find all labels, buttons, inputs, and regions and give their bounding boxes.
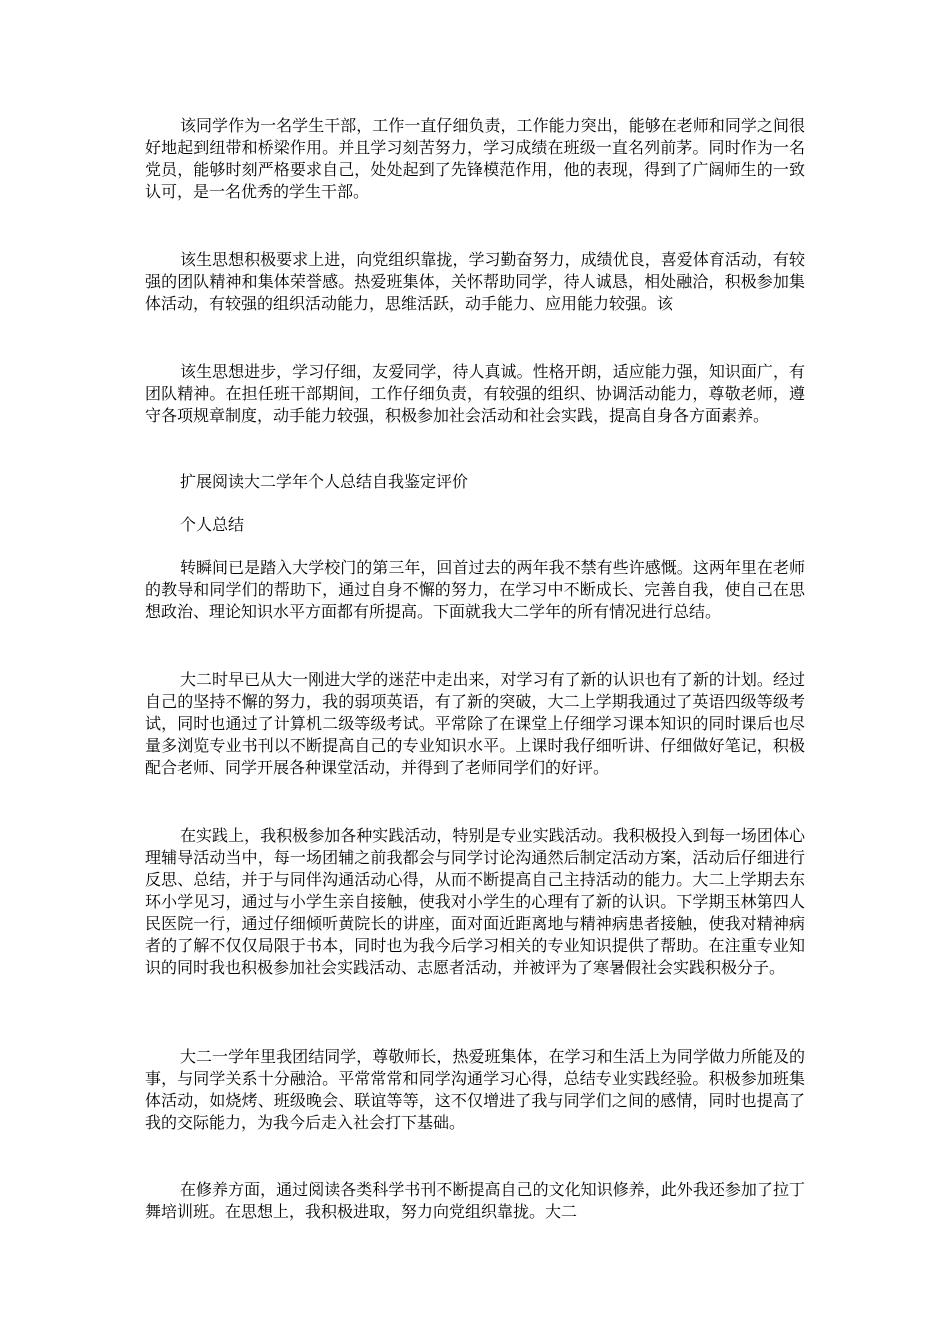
paragraph-evaluation-3: 该生思想进步，学习仔细，友爱同学，待人真诚。性格开朗，适应能力强，知识面广，有团队精神。在担任班干部期间，工作仔细负责，有较强的组织、协调活动能力，尊敬老师，遵守各项规章制度，动手能力较强，积极参加社会活动和社会实践，提高自身各方面素养。 [145, 362, 805, 425]
paragraph-practice: 在实践上，我积极参加各种实践活动，特别是专业实践活动。我积极投入到每一场团体心理辅导活动当中，每一场团辅之前我都会与同学讨论沟通然后制定活动方案，活动后仔细进行反思、总结，并于与同伴沟通活动心得，从而不断提高自己主持活动的能力。大二上学期去东环小学见习，通过与小学生亲自接触，使我对小学生的心理有了新的认识。下学期玉林第四人民医院一行，通过仔细倾听黄院长的讲座，面对面近距离地与精神病患者接触，使我对精神病者的了解不仅仅局限于书本，同时也为我今后学习相关的专业知识提供了帮助。在注重专业知识的同时我也积极参加社会实践活动、志愿者活动，并被评为了寒暑假社会实践积极分子。 [145, 826, 805, 977]
paragraph-study: 大二时早已从大一刚进大学的迷茫中走出来，对学习有了新的认识也有了新的计划。经过自己的坚持不懈的努力，我的弱项英语，有了新的突破，大二上学期我通过了英语四级等级考试，同时也通过了计算机二级等级考试。平常除了在课堂上仔细学习课本知识的同时课后也尽量多浏览专业书刊以不断提高自己的专业知识水平。上课时我仔细听讲、仔细做好笔记，积极配合老师、同学开展各种课堂活动，并得到了老师同学们的好评。 [145, 670, 805, 777]
paragraph-intro: 转瞬间已是踏入大学校门的第三年，回首过去的两年我不禁有些许感慨。这两年里在老师的教导和同学们的帮助下，通过自身不懈的努力，在学习中不断成长、完善自我，使自己在思想政治、理论知识水平方面都有所提高。下面就我大二学年的所有情况进行总结。 [145, 558, 805, 621]
paragraph-relationships: 大二一学年里我团结同学，尊敬师长，热爱班集体，在学习和生活上为同学做力所能及的事，与同学关系十分融洽。平常常常和同学沟通学习心得，总结专业实践经验。积极参加班集体活动，如烧烤、班级晚会、联谊等等，这不仅增进了我与同学们之间的感情，同时也提高了我的交际能力，为我今后走入社会打下基础。 [145, 1047, 805, 1132]
paragraph-cultivation: 在修养方面，通过阅读各类科学书刊不断提高自己的文化知识修养，此外我还参加了拉丁舞培训班。在思想上，我积极进取，努力向党组织靠拢。大二 [145, 1180, 805, 1221]
sub-heading: 个人总结 [180, 515, 245, 534]
paragraph-evaluation-2: 该生思想积极要求上进，向党组织靠拢，学习勤奋努力，成绩优良，喜爱体育活动，有较强的团队精神和集体荣誉感。热爱班集体，关怀帮助同学，待人诚恳，相处融洽，积极参加集体活动，有较强的组织活动能力，思维活跃，动手能力、应用能力较强。该 [145, 250, 805, 313]
paragraph-evaluation-1: 该同学作为一名学生干部，工作一直仔细负责，工作能力突出，能够在老师和同学之间很好地起到纽带和桥梁作用。并且学习刻苦努力，学习成绩在班级一直名列前茅。同时作为一名党员，能够时刻严格要求自己，处处起到了先锋模范作用，他的表现，得到了广阔师生的一致认可，是一名优秀的学生干部。 [145, 116, 805, 201]
section-heading: 扩展阅读大二学年个人总结自我鉴定评价 [180, 472, 469, 491]
